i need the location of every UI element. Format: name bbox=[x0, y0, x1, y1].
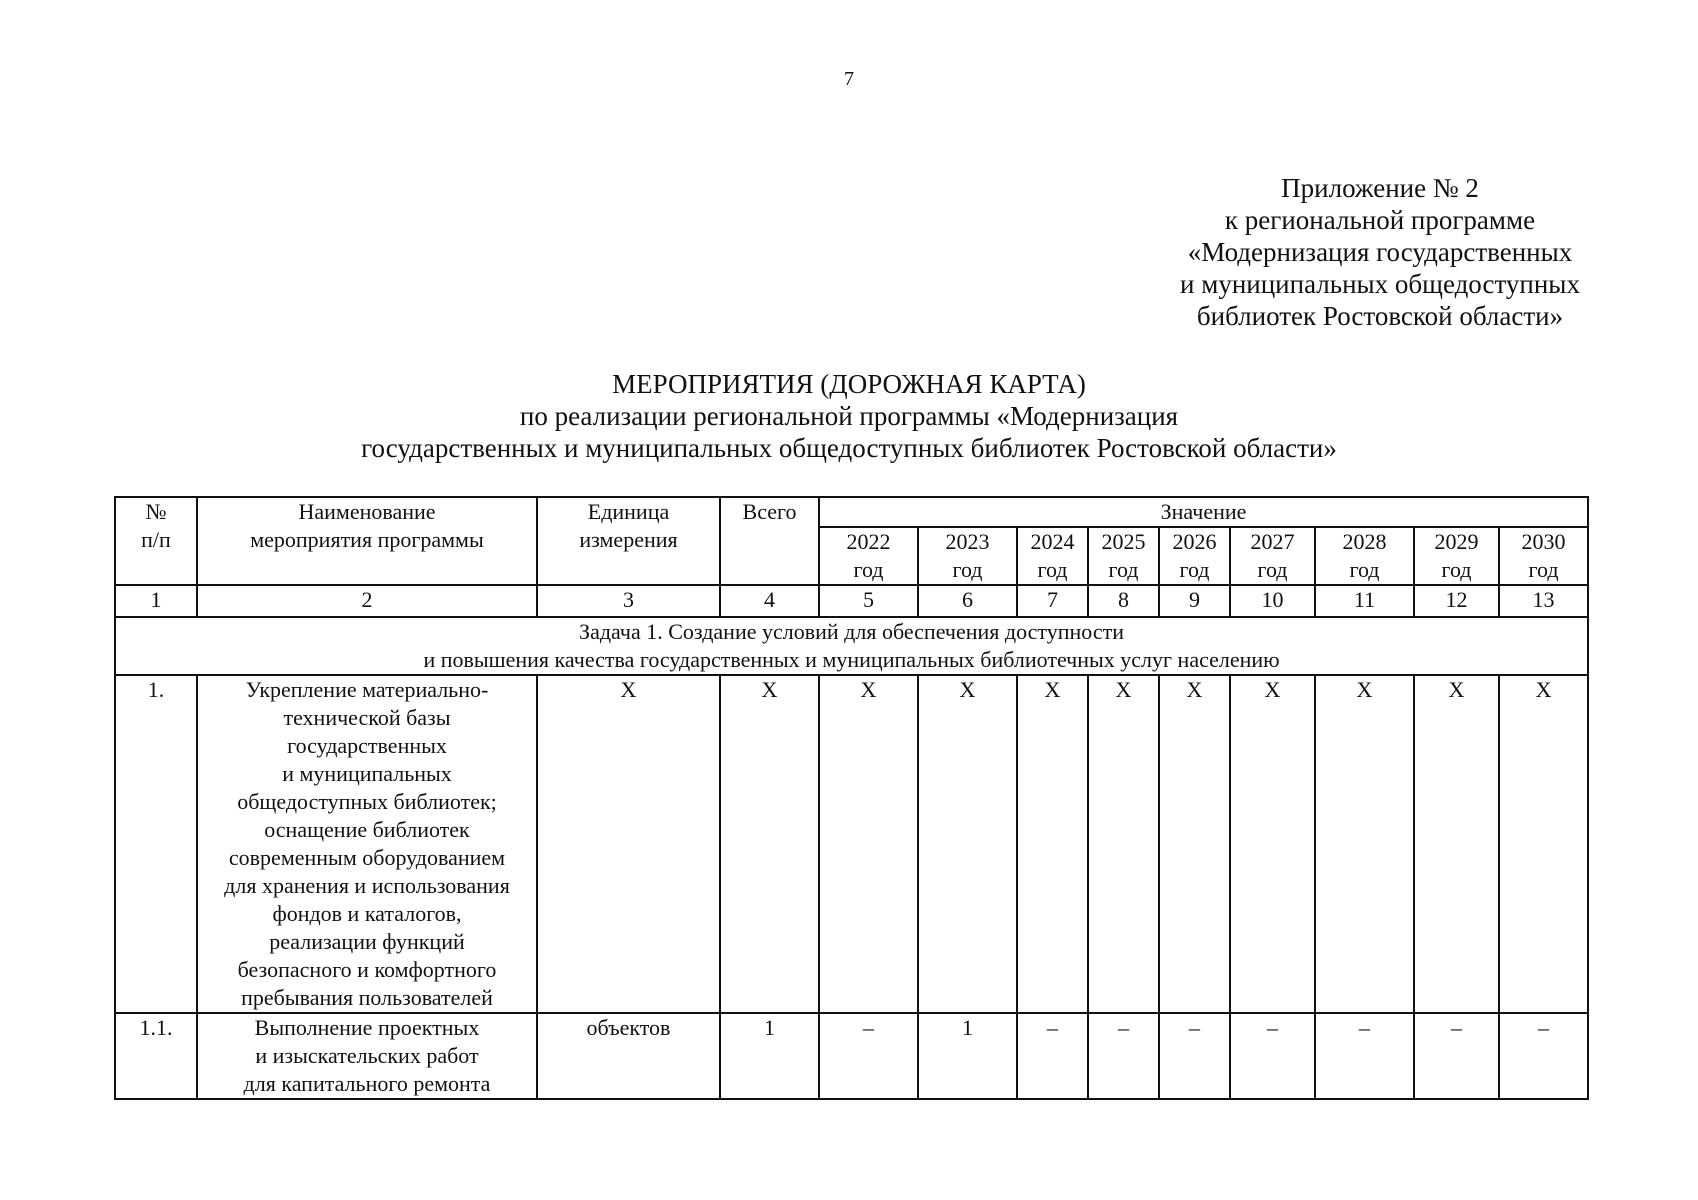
row-year-value: – bbox=[1315, 1013, 1414, 1099]
row-year-value: Х bbox=[1017, 675, 1088, 1013]
row-year-value: Х bbox=[1088, 675, 1159, 1013]
row-year-value: Х bbox=[819, 675, 918, 1013]
column-number: 13 bbox=[1499, 585, 1588, 617]
task-cell: Задача 1. Создание условий для обеспечения доступности и повышения качества государственных и муниципальных библиотечных услуг населению bbox=[115, 617, 1588, 675]
header-unit: Единица измерения bbox=[537, 497, 720, 585]
column-number: 4 bbox=[720, 585, 819, 617]
row-number: 1.1. bbox=[115, 1013, 197, 1099]
row-name-line: для капитального ремонта bbox=[243, 1071, 491, 1096]
row-name-line: для хранения и использования bbox=[224, 873, 510, 898]
header-year-text: 2030 bbox=[1521, 529, 1566, 554]
appendix-note bbox=[1140, 172, 1620, 332]
header-year-text: 2027 bbox=[1250, 529, 1295, 554]
row-total: Х bbox=[720, 675, 819, 1013]
header-year-text: год bbox=[1179, 557, 1210, 582]
row-year-value: Х bbox=[1499, 675, 1588, 1013]
column-number: 8 bbox=[1088, 585, 1159, 617]
column-number: 5 bbox=[819, 585, 918, 617]
row-year-value: – bbox=[1414, 1013, 1499, 1099]
column-number: 12 bbox=[1414, 585, 1499, 617]
row-year-value: Х bbox=[1230, 675, 1315, 1013]
title-line: по реализации региональной программы «Модернизация bbox=[519, 401, 1179, 431]
row-unit: Х bbox=[537, 675, 720, 1013]
row-year-value: – bbox=[1088, 1013, 1159, 1099]
row-year-value: – bbox=[1230, 1013, 1315, 1099]
header-year-text: 2022 bbox=[846, 529, 891, 554]
appendix-line: библиотек Ростовской области» bbox=[1196, 301, 1564, 331]
title-line: государственных и муниципальных общедоступных библиотек Ростовской области» bbox=[361, 433, 1337, 463]
column-number-row bbox=[115, 585, 1588, 617]
row-total: 1 bbox=[720, 1013, 819, 1099]
appendix-line: Приложение № 2 bbox=[1281, 173, 1479, 203]
appendix-line: «Модернизация государственных bbox=[1187, 237, 1573, 267]
row-year-value: – bbox=[1159, 1013, 1230, 1099]
table-header-row bbox=[115, 497, 1588, 527]
row-name-line: общедоступных библиотек; bbox=[237, 789, 497, 814]
header-year-2024 bbox=[1017, 527, 1088, 585]
row-year-value: Х bbox=[1414, 675, 1499, 1013]
column-number: 2 bbox=[197, 585, 537, 617]
row-unit: объектов bbox=[537, 1013, 720, 1099]
row-name-line: пребывания пользователей bbox=[241, 985, 493, 1010]
header-year-text: 2028 bbox=[1342, 529, 1387, 554]
row-name bbox=[197, 675, 537, 1013]
header-year-2023 bbox=[918, 527, 1017, 585]
column-number: 11 bbox=[1315, 585, 1414, 617]
appendix-line: к региональной программе bbox=[1224, 205, 1536, 235]
row-name-line: реализации функций bbox=[269, 929, 465, 954]
row-name-line: безопасного и комфортного bbox=[237, 957, 497, 982]
header-year-text: 2029 bbox=[1434, 529, 1479, 554]
header-year-text: год bbox=[1257, 557, 1288, 582]
title-line: МЕРОПРИЯТИЯ (ДОРОЖНАЯ КАРТА) bbox=[612, 369, 1086, 399]
header-year-text: 2026 bbox=[1172, 529, 1217, 554]
header-year-text: год bbox=[1528, 557, 1559, 582]
row-year-value: – bbox=[819, 1013, 918, 1099]
page-number: 7 bbox=[844, 68, 854, 90]
header-year-2022 bbox=[819, 527, 918, 585]
row-number: 1. bbox=[115, 675, 197, 1013]
header-name: Наименование мероприятия программы bbox=[197, 497, 537, 585]
header-year-text: 2025 bbox=[1101, 529, 1146, 554]
row-year-value: 1 bbox=[918, 1013, 1017, 1099]
column-number: 6 bbox=[918, 585, 1017, 617]
header-value: Значение bbox=[819, 497, 1588, 527]
row-year-value: Х bbox=[1315, 675, 1414, 1013]
row-name-line: современным оборудованием bbox=[228, 845, 506, 870]
row-name-line: и муниципальных bbox=[282, 761, 452, 786]
document-title bbox=[0, 368, 1698, 464]
header-total: Всего bbox=[720, 497, 819, 585]
roadmap-table bbox=[114, 496, 1589, 1100]
header-year-text: год bbox=[1037, 557, 1068, 582]
task-row bbox=[115, 617, 1588, 675]
row-year-value: Х bbox=[1159, 675, 1230, 1013]
column-number: 1 bbox=[115, 585, 197, 617]
header-year-2025 bbox=[1088, 527, 1159, 585]
row-name-line: оснащение библиотек bbox=[264, 817, 470, 842]
header-year-2026 bbox=[1159, 527, 1230, 585]
row-name-line: фондов и каталогов, bbox=[272, 901, 462, 926]
row-name-line: Укрепление материально- bbox=[245, 677, 489, 702]
header-year-2028 bbox=[1315, 527, 1414, 585]
column-number: 3 bbox=[537, 585, 720, 617]
header-year-2030 bbox=[1499, 527, 1588, 585]
column-number: 10 bbox=[1230, 585, 1315, 617]
header-num: № п/п bbox=[115, 497, 197, 585]
header-year-text: год bbox=[1108, 557, 1139, 582]
row-year-value: – bbox=[1017, 1013, 1088, 1099]
row-name-line: государственных bbox=[287, 733, 447, 758]
header-year-text: год bbox=[853, 557, 884, 582]
table-row bbox=[115, 1013, 1588, 1099]
row-name-line: Выполнение проектных bbox=[254, 1015, 480, 1040]
row-name-line: и изыскательских работ bbox=[255, 1043, 479, 1068]
header-year-2027 bbox=[1230, 527, 1315, 585]
row-name bbox=[197, 1013, 537, 1099]
header-year-text: 2023 bbox=[945, 529, 990, 554]
header-year-text: год bbox=[1441, 557, 1472, 582]
header-year-text: год bbox=[952, 557, 983, 582]
header-year-text: год bbox=[1349, 557, 1380, 582]
appendix-line: и муниципальных общедоступных bbox=[1180, 269, 1580, 299]
table-row bbox=[115, 675, 1588, 1013]
row-year-value: – bbox=[1499, 1013, 1588, 1099]
column-number: 7 bbox=[1017, 585, 1088, 617]
row-name-line: технической базы bbox=[283, 705, 451, 730]
row-year-value: Х bbox=[918, 675, 1017, 1013]
header-year-text: 2024 bbox=[1030, 529, 1075, 554]
header-year-2029 bbox=[1414, 527, 1499, 585]
column-number: 9 bbox=[1159, 585, 1230, 617]
